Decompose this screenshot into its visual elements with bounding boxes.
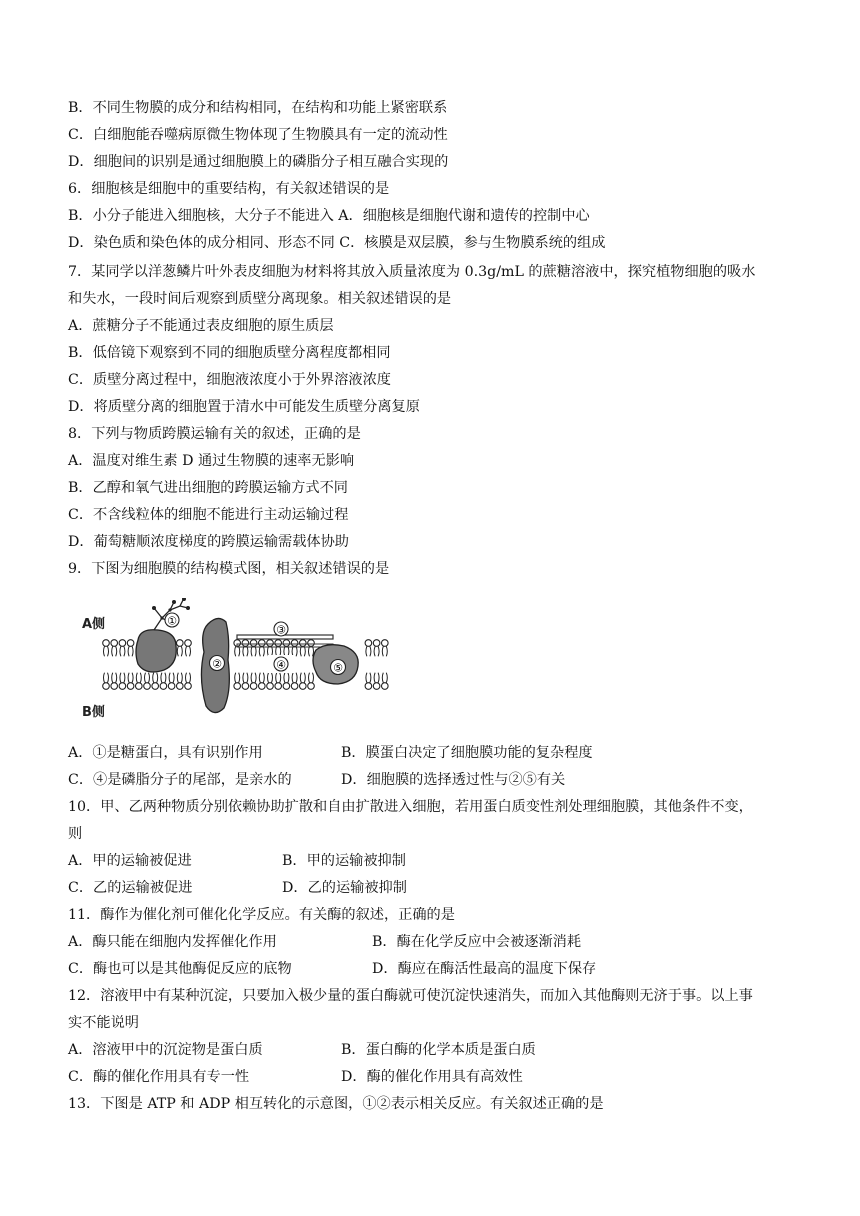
phospholipid-tail xyxy=(268,673,273,683)
phospholipid-head xyxy=(250,640,257,647)
q10-option-d: D．乙的运输被抑制 xyxy=(282,880,407,896)
phospholipid-tail xyxy=(292,673,297,683)
phospholipid-head xyxy=(259,640,266,647)
phospholipid-head xyxy=(185,683,192,690)
q8-option-d: D．葡萄糖顺浓度梯度的跨膜运输需载体协助 xyxy=(68,534,349,550)
phospholipid-tail xyxy=(153,673,158,683)
phospholipid-tail xyxy=(243,673,248,683)
phospholipid-head xyxy=(267,683,274,690)
phospholipid-tail xyxy=(112,673,117,683)
phospholipid-tail xyxy=(169,673,174,683)
phospholipid-head xyxy=(136,683,143,690)
side-b-label: B侧 xyxy=(82,705,105,720)
marker-2: ② xyxy=(212,657,222,671)
marker-3: ③ xyxy=(276,623,286,637)
phospholipid-tail xyxy=(276,646,281,656)
phospholipid-head xyxy=(382,640,389,647)
phospholipid-tail xyxy=(136,673,141,683)
phospholipid-head xyxy=(283,683,290,690)
phospholipid-tail xyxy=(120,646,125,656)
q12-option-b: B．蛋白酶的化学本质是蛋白质 xyxy=(341,1042,536,1058)
phospholipid-tail xyxy=(235,673,240,683)
phospholipid-tail xyxy=(292,646,297,656)
phospholipid-tail xyxy=(300,673,305,683)
phospholipid-head xyxy=(365,683,372,690)
q7-option-d: D．将质壁分离的细胞置于清水中可能发生质壁分离复原 xyxy=(68,399,420,415)
phospholipid-head xyxy=(111,640,118,647)
q12-stem-line1: 12．溶液甲中有某种沉淀，只要加入极少量的蛋白酶就可使沉淀快速消失，而加入其他酶则无济于事。以上事 xyxy=(68,988,753,1004)
q11-option-b: B．酶在化学反应中会被逐渐消耗 xyxy=(372,934,582,950)
phospholipid-head xyxy=(177,640,184,647)
phospholipid-head xyxy=(275,640,282,647)
q9-option-c: C．④是磷脂分子的尾部，是亲水的 xyxy=(68,772,292,788)
phospholipid-tail xyxy=(186,646,191,656)
phospholipid-tail xyxy=(284,646,289,656)
q8-option-b: B．乙醇和氧气进出细胞的跨膜运输方式不同 xyxy=(68,480,348,496)
phospholipid-tail xyxy=(259,673,264,683)
phospholipid-head xyxy=(111,683,118,690)
phospholipid-head xyxy=(103,640,110,647)
phospholipid-tail xyxy=(161,673,166,683)
q9-option-b: B．膜蛋白决定了细胞膜功能的复杂程度 xyxy=(341,745,593,761)
phospholipid-head xyxy=(300,683,307,690)
q10-stem-line2: 则 xyxy=(68,826,83,842)
phospholipid-tail xyxy=(243,646,248,656)
phospholipid-tail xyxy=(251,646,256,656)
phospholipid-tail xyxy=(177,646,182,656)
phospholipid-head xyxy=(373,683,380,690)
phospholipid-tail xyxy=(374,646,379,656)
phospholipid-head xyxy=(144,683,151,690)
q5-option-d: D．细胞间的识别是通过细胞膜上的磷脂分子相互融合实现的 xyxy=(68,154,449,170)
q11-option-a: A．酶只能在细胞内发挥催化作用 xyxy=(68,934,277,950)
phospholipid-head xyxy=(267,640,274,647)
phospholipid-head xyxy=(127,640,134,647)
q10-option-b: B．甲的运输被抑制 xyxy=(282,853,406,869)
q5-option-c: C．白细胞能吞噬病原微生物体现了生物膜具有一定的流动性 xyxy=(68,127,448,143)
phospholipid-head xyxy=(242,640,249,647)
phospholipid-head xyxy=(119,640,126,647)
marker-5: ⑤ xyxy=(333,661,343,675)
phospholipid-tail xyxy=(251,673,256,683)
phospholipid-head xyxy=(382,683,389,690)
phospholipid-tail xyxy=(366,646,371,656)
phospholipid-head xyxy=(275,683,282,690)
q7-stem-line1: 7．某同学以洋葱鳞片叶外表皮细胞为材料将其放入质量浓度为 0.3g/mL 的蔗糖溶液中，探究植物细胞的吸水 xyxy=(68,264,756,280)
phospholipid-tail xyxy=(145,673,150,683)
side-a-label: A侧 xyxy=(82,617,106,632)
phospholipid-head xyxy=(373,640,380,647)
phospholipid-head xyxy=(160,683,167,690)
phospholipid-head xyxy=(234,683,241,690)
q7-option-b: B．低倍镜下观察到不同的细胞质壁分离程度都相同 xyxy=(68,345,391,361)
q8-option-a: A．温度对维生素 D 通过生物膜的速率无影响 xyxy=(68,453,355,469)
phospholipid-tail xyxy=(374,673,379,683)
phospholipid-tail xyxy=(300,646,305,656)
phospholipid-tail xyxy=(128,673,133,683)
phospholipid-tail xyxy=(235,646,240,656)
q11-option-c: C．酶也可以是其他酶促反应的底物 xyxy=(68,961,292,977)
phospholipid-tail xyxy=(104,646,109,656)
phospholipid-head xyxy=(259,683,266,690)
phospholipid-tail xyxy=(382,673,387,683)
q6-stem: 6．细胞核是细胞中的重要结构，有关叙述错误的是 xyxy=(68,181,390,197)
marker-4: ④ xyxy=(276,658,286,672)
q10-stem-line1: 10．甲、乙两种物质分别依赖协助扩散和自由扩散进入细胞，若用蛋白质变性剂处理细胞膜，其他条件不变， xyxy=(68,799,753,815)
phospholipid-tail xyxy=(382,646,387,656)
phospholipid-head xyxy=(119,683,126,690)
q7-option-a: A．蔗糖分子不能通过表皮细胞的原生质层 xyxy=(68,318,334,334)
phospholipid-head xyxy=(283,640,290,647)
phospholipid-tail xyxy=(309,646,314,656)
phospholipid-head xyxy=(185,640,192,647)
phospholipid-head xyxy=(250,683,257,690)
q9-stem: 9．下图为细胞膜的结构模式图，相关叙述错误的是 xyxy=(68,561,390,577)
phospholipid-head xyxy=(291,640,298,647)
q11-stem: 11．酶作为催化剂可催化化学反应。有关酶的叙述，正确的是 xyxy=(68,907,455,923)
phospholipid-head xyxy=(103,683,110,690)
phospholipid-head xyxy=(152,683,159,690)
phospholipid-head xyxy=(242,683,249,690)
phospholipid-tail xyxy=(309,673,314,683)
phospholipid-head xyxy=(365,640,372,647)
phospholipid-tail xyxy=(120,673,125,683)
phospholipid-head xyxy=(291,683,298,690)
q8-option-c: C．不含线粒体的细胞不能进行主动运输过程 xyxy=(68,507,349,523)
phospholipid-head xyxy=(177,683,184,690)
phospholipid-tail xyxy=(128,646,133,656)
q9-option-d: D．细胞膜的选择透过性与②⑤有关 xyxy=(341,772,566,788)
q6-options-line2: D．染色质和染色体的成分相同、形态不同 C．核膜是双层膜，参与生物膜系统的组成 xyxy=(68,235,606,251)
q13-stem: 13．下图是 ATP 和 ADP 相互转化的示意图，①②表示相关反应。有关叙述正确的是 xyxy=(68,1096,604,1112)
phospholipid-tail xyxy=(259,646,264,656)
phospholipid-head xyxy=(300,640,307,647)
phospholipid-head xyxy=(308,640,315,647)
q10-option-c: C．乙的运输被促进 xyxy=(68,880,193,896)
phospholipid-tail xyxy=(177,673,182,683)
q6-options-line1: B．小分子能进入细胞核，大分子不能进入 A．细胞核是细胞代谢和遗传的控制中心 xyxy=(68,208,590,224)
phospholipid-tail xyxy=(186,673,191,683)
phospholipid-tail xyxy=(276,673,281,683)
phospholipid-tail xyxy=(268,646,273,656)
phospholipid-tail xyxy=(284,673,289,683)
phospholipid-tail xyxy=(112,646,117,656)
q12-option-d: D．酶的催化作用具有高效性 xyxy=(341,1069,523,1085)
q7-option-c: C．质壁分离过程中，细胞液浓度小于外界溶液浓度 xyxy=(68,372,391,388)
q7-stem-line2: 和失水，一段时间后观察到质壁分离现象。相关叙述错误的是 xyxy=(68,291,452,307)
q11-option-d: D．酶应在酶活性最高的温度下保存 xyxy=(372,961,597,977)
q12-option-c: C．酶的催化作用具有专一性 xyxy=(68,1069,250,1085)
cell-membrane-diagram xyxy=(80,598,400,724)
q9-option-a: A．①是糖蛋白，具有识别作用 xyxy=(68,745,263,761)
q10-option-a: A．甲的运输被促进 xyxy=(68,853,192,869)
phospholipid-head xyxy=(168,683,175,690)
glycoprotein-protein xyxy=(136,630,176,672)
q12-option-a: A．溶液甲中的沉淀物是蛋白质 xyxy=(68,1042,263,1058)
phospholipid-tail xyxy=(104,673,109,683)
q8-stem: 8．下列与物质跨膜运输有关的叙述，正确的是 xyxy=(68,426,361,442)
phospholipid-head xyxy=(308,683,315,690)
q12-stem-line2: 实不能说明 xyxy=(68,1015,139,1031)
q5-option-b: B．不同生物膜的成分和结构相同，在结构和功能上紧密联系 xyxy=(68,100,448,116)
marker-1: ① xyxy=(167,614,177,628)
phospholipid-head xyxy=(127,683,134,690)
phospholipid-tail xyxy=(366,673,371,683)
